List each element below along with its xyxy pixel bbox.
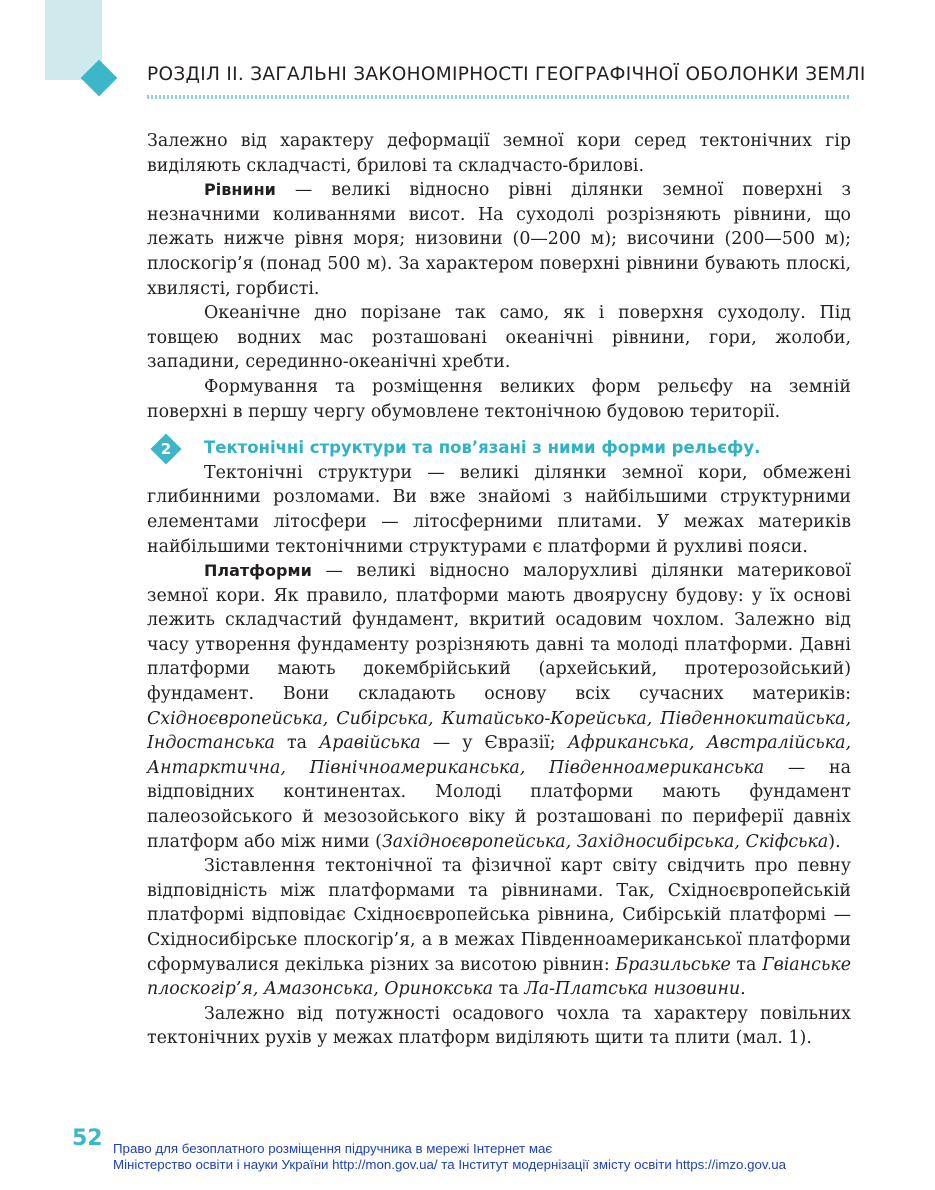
paragraph-text: Зіставлення тектонічної та фізичної карт світу свідчить про певну відповідність між платформами та рівнинами. Так, Східноєвропейській платформі відповідає Східноєвропейська рівнина, Сибірській платформі — Східносибірське плоскогір’я, а в межах Південноамериканської платформи сформувалися декілька різних за висотою рівнин:	[147, 856, 851, 975]
paragraph-text: та	[730, 954, 763, 975]
page-number: 52	[72, 1126, 103, 1151]
paragraph-plains	[147, 178, 851, 301]
header-dotted-rule	[147, 95, 851, 99]
italic-platform-names: Східноєвропейська, Сибірська, Китайсько-Корейська, Південнокитайська, Індостанська	[147, 708, 851, 754]
section-title: Тектонічні структури та пов’язані з ними форми рельєфу.	[204, 438, 761, 458]
paragraph-text: — великі відносно малорухливі ділянки материкової земної кори. Як правило, платформи мають двоярусну будову: у їх основі лежить складчастий фундамент, вкритий осадовим чохлом. Залежно від часу утворення фундаменту розрізняють давні та молоді платформи. Давні платформи мають докембрійський (архейський, протерозойський) фундамент. Вони складають основу всіх сучасних материків:	[147, 561, 851, 705]
chapter-header: РОЗДІЛ ІІ. ЗАГАЛЬНІ ЗАКОНОМІРНОСТІ ГЕОГРАФІЧНОЇ ОБОЛОНКИ ЗЕМЛІ	[147, 64, 866, 85]
paragraph-relief-formation: Формування та розміщення великих форм рельєфу на земній поверхні в першу чергу обумовлене тектонічною будовою території.	[147, 376, 851, 422]
section-number: 2	[160, 440, 172, 459]
paragraph-map-comparison	[147, 854, 851, 1002]
italic-platform-names: Аравійська	[319, 733, 421, 754]
italic-plain-names: Бразильське	[615, 954, 731, 975]
paragraph-ocean-floor: Океанічне дно порізане так само, як і поверхня суходолу. Під товщею водних мас розташовані океанічні рівнини, гори, жолоби, западини, серединно-океанічні хребти.	[147, 303, 851, 373]
paragraph-tectonic-structures: Тектонічні структури — великі ділянки земної кори, обмежені глибинними розломами. Ви вже знайомі з найбільшими структурними елементами літосфери — літосферними плитами. У межах материків найбільшими тектонічними структурами є платформи й рухливі пояси.	[147, 462, 851, 557]
paragraph-text: ).	[828, 831, 841, 852]
footer-notice-line: Право для безоплатного розміщення підручника в мережі Інтернет має	[113, 1141, 553, 1156]
paragraph-platforms	[147, 559, 851, 854]
paragraph-text: — на відповідних континентах. Молоді платформи мають фундамент палеозойського й мезозойського віку й розташовані по периферії давніх платформ або між ними (	[147, 757, 852, 852]
section-heading	[147, 436, 851, 461]
paragraph-text: .	[740, 979, 746, 1000]
italic-plain-names: Ла-Платська низовини	[524, 979, 741, 1000]
footer-notice	[113, 1141, 786, 1173]
paragraph-mountains: Залежно від характеру деформації земної кори серед тектонічних гір виділяють складчасті, брилові та складчасто-брилові.	[147, 131, 851, 176]
term-plains: Рівнини	[204, 180, 276, 200]
paragraph-text: — у Євразії;	[420, 733, 568, 754]
term-platforms: Платформи	[204, 561, 312, 581]
paragraph-text: та	[493, 979, 525, 1000]
footer-notice-line: Міністерство освіти і науки України http://mon.gov.ua/ та Інститут модернізації змісту освіти https://imzo.gov.ua	[113, 1157, 787, 1172]
italic-platform-names: Західноєвропейська, Західносибірська, Скіфська	[381, 831, 829, 852]
italic-plain-names: Гвіанське плоскогір’я, Амазонська, Оринокська	[147, 954, 851, 1000]
paragraph-text: та	[274, 733, 320, 754]
main-text	[147, 129, 851, 1051]
italic-platform-names: Африканська, Австралійська, Антарктична, Північноамериканська, Південноамериканська	[147, 733, 851, 778]
paragraph-text: — великі відносно рівні ділянки земної поверхні з незначними коливаннями висот. На суходолі розрізняють рівнини, що лежать нижче рівня моря; низовини (0—200 м); височини (200—500 м); плоскогір’я (понад 500 м). За характером поверхні рівнини бувають плоскі, хвилясті, горбисті.	[147, 180, 851, 299]
paragraph-shields-plates: Залежно від потужності осадового чохла та характеру повільних тектонічних рухів у межах платформ виділяють щити та плити (мал. 1).	[147, 1003, 851, 1049]
